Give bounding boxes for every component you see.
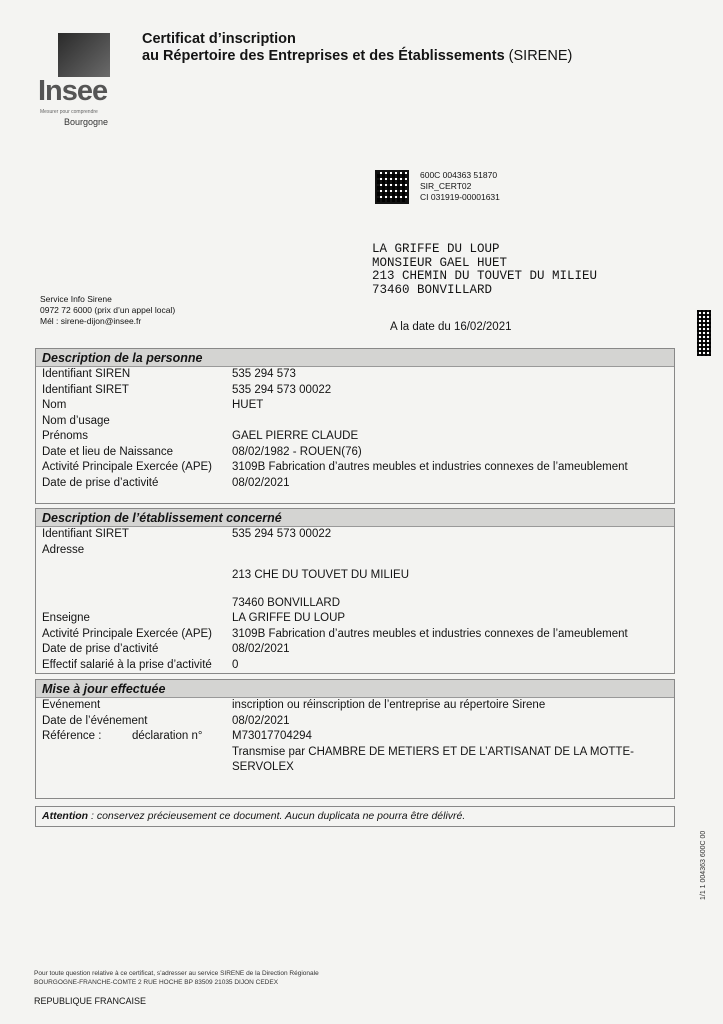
footer-contact: Pour toute question relative à ce certificat, s’adresser au service SIRENE de la Direction Régionale BOURGOGNE-FRANCHE-COMTE 2 RUE HOCHE BP 83509 21035 DIJON CEDEX: [34, 970, 319, 986]
logo-tagline: Mesurer pour comprendre: [40, 109, 98, 115]
field-row: SERVOLEX: [232, 761, 294, 773]
field-row: Référence : déclaration n° M73017704294: [42, 730, 312, 742]
addressee-block: LA GRIFFE DU LOUP MONSIEUR GAEL HUET 213 CHEMIN DU TOUVET DU MILIEU 73460 BONVILLARD: [372, 242, 598, 297]
logo-region: Bourgogne: [64, 117, 109, 127]
field-row: Date de prise d’activité 08/02/2021: [42, 476, 290, 489]
field-row: Date et lieu de Naissance 08/02/1982 - ROUEN(76): [42, 445, 362, 458]
document-subtitle: au Répertoire des Entreprises et des Établissements (SIRENE): [142, 48, 573, 64]
logo-name: Insee: [38, 75, 108, 107]
issue-date: A la date du 16/02/2021: [390, 321, 512, 333]
field-row: Activité Principale Exercée (APE) 3109B Fabrication d’autres meubles et industries connexes de l’ameublement: [42, 461, 628, 473]
field-row: Effectif salarié à la prise d’activité 0: [42, 658, 239, 671]
document-title: Certificat d’inscription: [142, 31, 296, 47]
field-row: Adresse: [42, 543, 85, 556]
spacer: [36, 558, 674, 568]
footer-republique: REPUBLIQUE FRANCAISE: [34, 996, 147, 1006]
insee-logo: [38, 33, 124, 131]
field-row: Prénoms GAEL PIERRE CLAUDE: [42, 430, 359, 442]
field-row: Transmise par CHAMBRE DE METIERS ET DE L’ARTISANAT DE LA MOTTE-: [232, 745, 634, 758]
field-row: Identifiant SIREN 535 294 573: [42, 368, 296, 380]
attention-notice: Attention : conservez précieusement ce document. Aucun duplicata ne pourra être délivré.: [35, 806, 675, 827]
section-mise-a-jour: [35, 679, 675, 799]
section-etablissement: [35, 508, 675, 674]
section-heading: Description de la personne: [36, 349, 674, 367]
spacer: [36, 584, 674, 596]
document-codes: 600C 004363 51870 SIR_CERT02 CI 031919-00001631: [420, 170, 500, 202]
field-row: Evénement inscription ou réinscription de l’entreprise au répertoire Sirene: [42, 699, 546, 711]
field-row: Nom d’usage: [42, 414, 110, 427]
address-line: 73460 BONVILLARD: [232, 596, 341, 609]
side-reference-code: 1/1 1 004363 600C 00: [700, 830, 707, 900]
service-info: Service Info Sirene 0972 72 6000 (prix d’un appel local) Mél : sirene-dijon@insee.fr: [40, 294, 176, 326]
section-personne: [35, 348, 675, 504]
insee-logo-mark-icon: [58, 33, 110, 77]
field-row: Enseigne LA GRIFFE DU LOUP: [42, 612, 346, 624]
section-heading: Description de l’établissement concerné: [36, 509, 674, 527]
field-row: Date de l’événement 08/02/2021: [42, 714, 290, 727]
field-row: Activité Principale Exercée (APE) 3109B Fabrication d’autres meubles et industries connexes de l’ameublement: [42, 627, 628, 640]
section-heading: Mise à jour effectuée: [36, 680, 674, 698]
side-barcode-icon: [697, 310, 711, 356]
datamatrix-code-icon: [375, 170, 409, 204]
field-row: Nom HUET: [42, 399, 264, 411]
field-row: Identifiant SIRET 535 294 573 00022: [42, 528, 332, 540]
address-line: 213 CHE DU TOUVET DU MILIEU: [232, 569, 410, 581]
field-row: Date de prise d’activité 08/02/2021: [42, 643, 290, 655]
field-row: Identifiant SIRET 535 294 573 00022: [42, 383, 332, 396]
